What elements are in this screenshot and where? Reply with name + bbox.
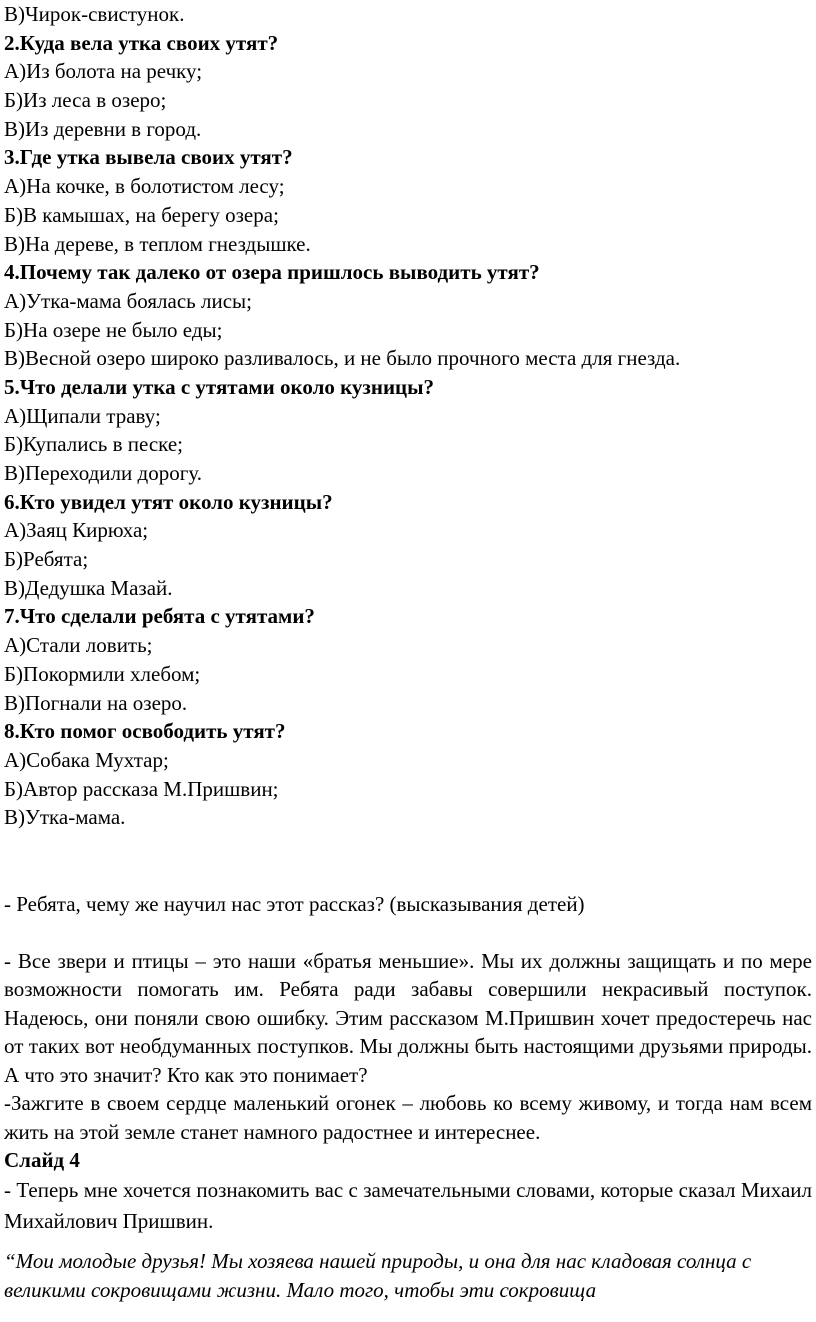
answer-option: А)Утка-мама боялась лисы; — [4, 288, 252, 313]
answer-option: Б)Из леса в озеро; — [4, 88, 167, 113]
quiz-question: 4.Почему так далеко от озера пришлось выводить утят? — [4, 260, 540, 285]
discussion-paragraph: - Все звери и птицы – это наши «братья меньшие». Мы их должны защищать и по мере возможности помогать им. Ребята ради забавы совершили некрасивый поступок. Надеюсь, они поняли свою ошибку. Этим рассказом М.Пришвин хочет предостеречь нас от таких вот необдуманных поступков. Мы должны быть настоящими друзьями природы. А что это значит? Кто как это понимает? — [4, 948, 812, 1087]
slide-section — [4, 1146, 812, 1305]
discussion-prompt: - Ребята, чему же научил нас этот рассказ? (высказывания детей) — [4, 891, 585, 916]
answer-option: Б)Автор рассказа М.Пришвин; — [4, 776, 279, 801]
answer-option: А)Стали ловить; — [4, 633, 153, 658]
quiz-question: 2.Куда вела утка своих утят? — [4, 30, 279, 55]
answer-option: Б)Ребята; — [4, 547, 89, 572]
answer-option: А)Щипали траву; — [4, 403, 161, 428]
answer-option: А)Заяц Кирюха; — [4, 518, 149, 543]
discussion-section — [4, 890, 812, 1146]
answer-option: В)Погнали на озеро. — [4, 690, 188, 715]
answer-option: В)Утка-мама. — [4, 805, 126, 830]
answer-option: В)Из деревни в город. — [4, 116, 202, 141]
quiz-question: 5.Что делали утка с утятами около кузницы? — [4, 374, 435, 399]
quiz-section — [4, 0, 812, 832]
answer-option: В)Весной озеро широко разливалось, и не было прочного места для гнезда. — [4, 346, 681, 371]
answer-option: Б)Покормили хлебом; — [4, 661, 201, 686]
discussion-paragraph: -Зажгите в своем сердце маленький огонек – любовь ко всему живому, и тогда нам всем жить на этой земле станет намного радостнее и интереснее. — [4, 1091, 812, 1144]
answer-option: Б)В камышах, на берегу озера; — [4, 202, 279, 227]
answer-option: Б)Купались в песке; — [4, 432, 183, 457]
answer-option: В)Переходили дорогу. — [4, 461, 202, 485]
answer-option: А)Собака Мухтар; — [4, 747, 169, 772]
quiz-question: 6.Кто увидел утят около кузницы? — [4, 489, 333, 514]
document-page — [4, 0, 812, 1305]
answer-option: В)Дедушка Мазай. — [4, 575, 173, 600]
answer-option: В)На дереве, в теплом гнездышке. — [4, 231, 311, 256]
slide-intro: - Теперь мне хочется познакомить вас с замечательными словами, которые сказал Михаил Михайлович Пришвин. — [4, 1178, 812, 1234]
quiz-question: 8.Кто помог освободить утят? — [4, 719, 286, 744]
slide-heading: Слайд 4 — [4, 1148, 80, 1173]
answer-option: В)Чирок-свистунок. — [4, 2, 185, 26]
answer-option: А)На кочке, в болотистом лесу; — [4, 174, 285, 199]
quiz-question: 7.Что сделали ребята с утятами? — [4, 604, 315, 629]
answer-option: Б)На озере не было еды; — [4, 317, 223, 342]
answer-option: А)Из болота на речку; — [4, 59, 203, 84]
prishvin-quote: “Мои молодые друзья! Мы хозяева нашей природы, и она для нас кладовая солнца с великими сокровищами жизни. Мало того, чтобы эти сокровища — [4, 1249, 752, 1303]
quiz-question: 3.Где утка вывела своих утят? — [4, 145, 293, 170]
